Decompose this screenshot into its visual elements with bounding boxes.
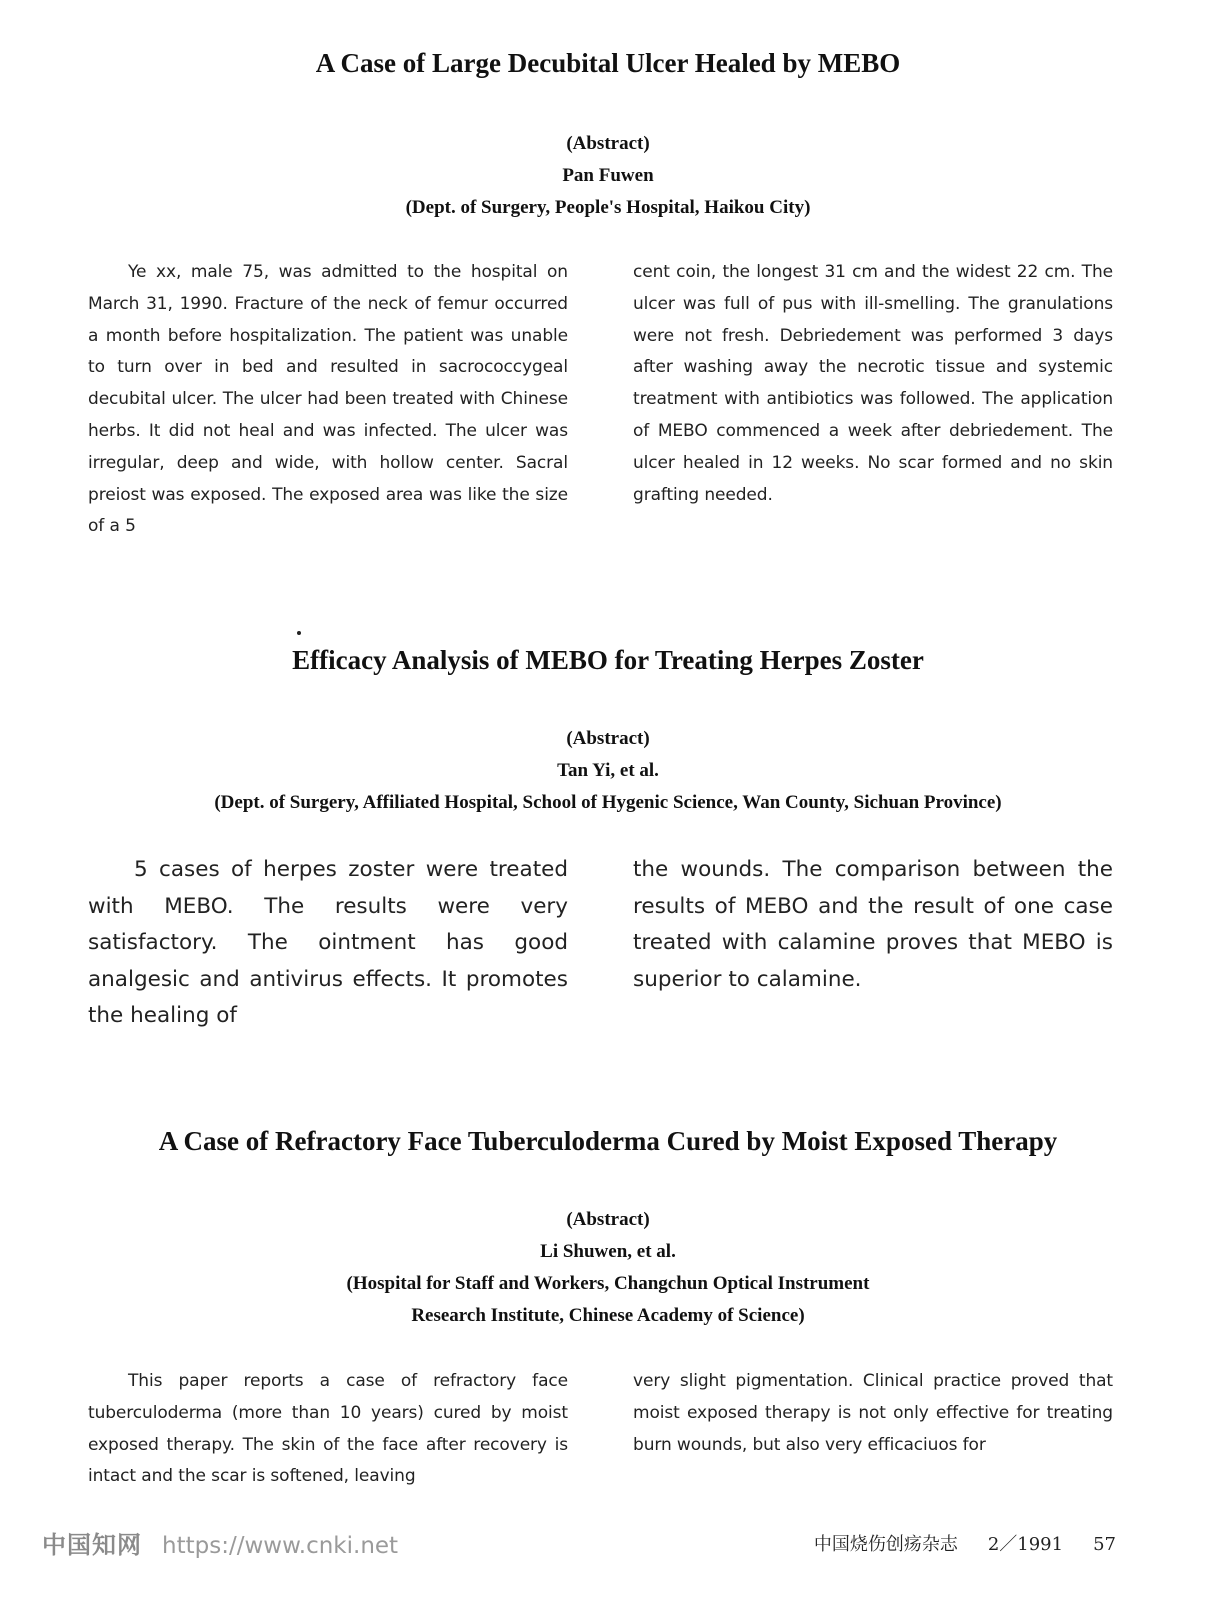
article-2-col-right: the wounds. The comparison between the results of MEBO and the result of one case treated with calamine proves that MEBO is superior to calamine. xyxy=(633,857,1113,992)
author: Li Shuwen, et al. xyxy=(540,1241,676,1262)
affiliation-line: (Dept. of Surgery, Affiliated Hospital, School of Hygenic Science, Wan County, Sichuan Province) xyxy=(214,792,1002,813)
abstract-label: (Abstract) xyxy=(566,133,650,154)
article-1-col-right: cent coin, the longest 31 cm and the widest 22 cm. The ulcer was full of pus with ill-smelling. The granulations were not fresh. Debriedement was performed 3 days after washing away the necrotic tissue and systemic treatment with antibiotics was followed. The application of MEBO commenced a week after debriedement. The ulcer healed in 12 weeks. No scar formed and no skin grafting needed. xyxy=(633,262,1113,505)
article-2-meta xyxy=(0,723,1216,819)
cnki-watermark xyxy=(42,1525,398,1560)
abstract-label: (Abstract) xyxy=(566,728,650,749)
article-3-meta xyxy=(0,1204,1216,1332)
author: Tan Yi, et al. xyxy=(557,760,659,781)
article-3-col-left: This paper reports a case of refractory face tuberculoderma (more than 10 years) cured by moist exposed therapy. The skin of the face after recovery is intact and the scar is softened, leaving xyxy=(88,1371,568,1487)
author: Pan Fuwen xyxy=(562,165,654,186)
article-3-col-right: very slight pigmentation. Clinical practice proved that moist exposed therapy is not only effective for treating burn wounds, but also very efficaciuos for xyxy=(633,1371,1113,1455)
page-footer xyxy=(814,1530,1116,1556)
cnki-url[interactable]: https://www.cnki.net xyxy=(162,1533,399,1559)
page-number: 57 xyxy=(1093,1534,1116,1555)
article-2-col-left: 5 cases of herpes zoster were treated with MEBO. The results were very satisfactory. The ointment has good analgesic and antivirus effects. It promotes the healing of xyxy=(88,857,568,1028)
article-1-title: A Case of Large Decubital Ulcer Healed by MEBO xyxy=(315,48,901,78)
affiliation-line: (Hospital for Staff and Workers, Changchun Optical Instrument xyxy=(346,1273,870,1294)
affiliation-line: Research Institute, Chinese Academy of Science) xyxy=(411,1305,805,1326)
article-3-title: A Case of Refractory Face Tuberculoderma Cured by Moist Exposed Therapy xyxy=(158,1126,1058,1156)
affiliation-line: (Dept. of Surgery, People's Hospital, Haikou City) xyxy=(405,197,811,218)
article-1-col-left: Ye xx, male 75, was admitted to the hospital on March 31, 1990. Fracture of the neck of femur occurred a month before hospitalization. The patient was unable to turn over in bed and resulted in sacrococcygeal decubital ulcer. The ulcer had been treated with Chinese herbs. It did not heal and was infected. The ulcer was irregular, deep and wide, with hollow center. Sacral preiost was exposed. The exposed area was like the size of a 5 xyxy=(88,262,568,537)
journal-name: 中国烧伤创疡杂志 xyxy=(813,1534,958,1555)
cnki-logo: 中国知网 xyxy=(42,1531,142,1559)
article-2-title: Efficacy Analysis of MEBO for Treating Herpes Zoster xyxy=(292,645,924,675)
abstract-label: (Abstract) xyxy=(566,1209,650,1230)
stray-mark xyxy=(297,631,301,635)
issue-number: 2／1991 xyxy=(987,1534,1064,1555)
article-1-meta xyxy=(0,128,1216,224)
